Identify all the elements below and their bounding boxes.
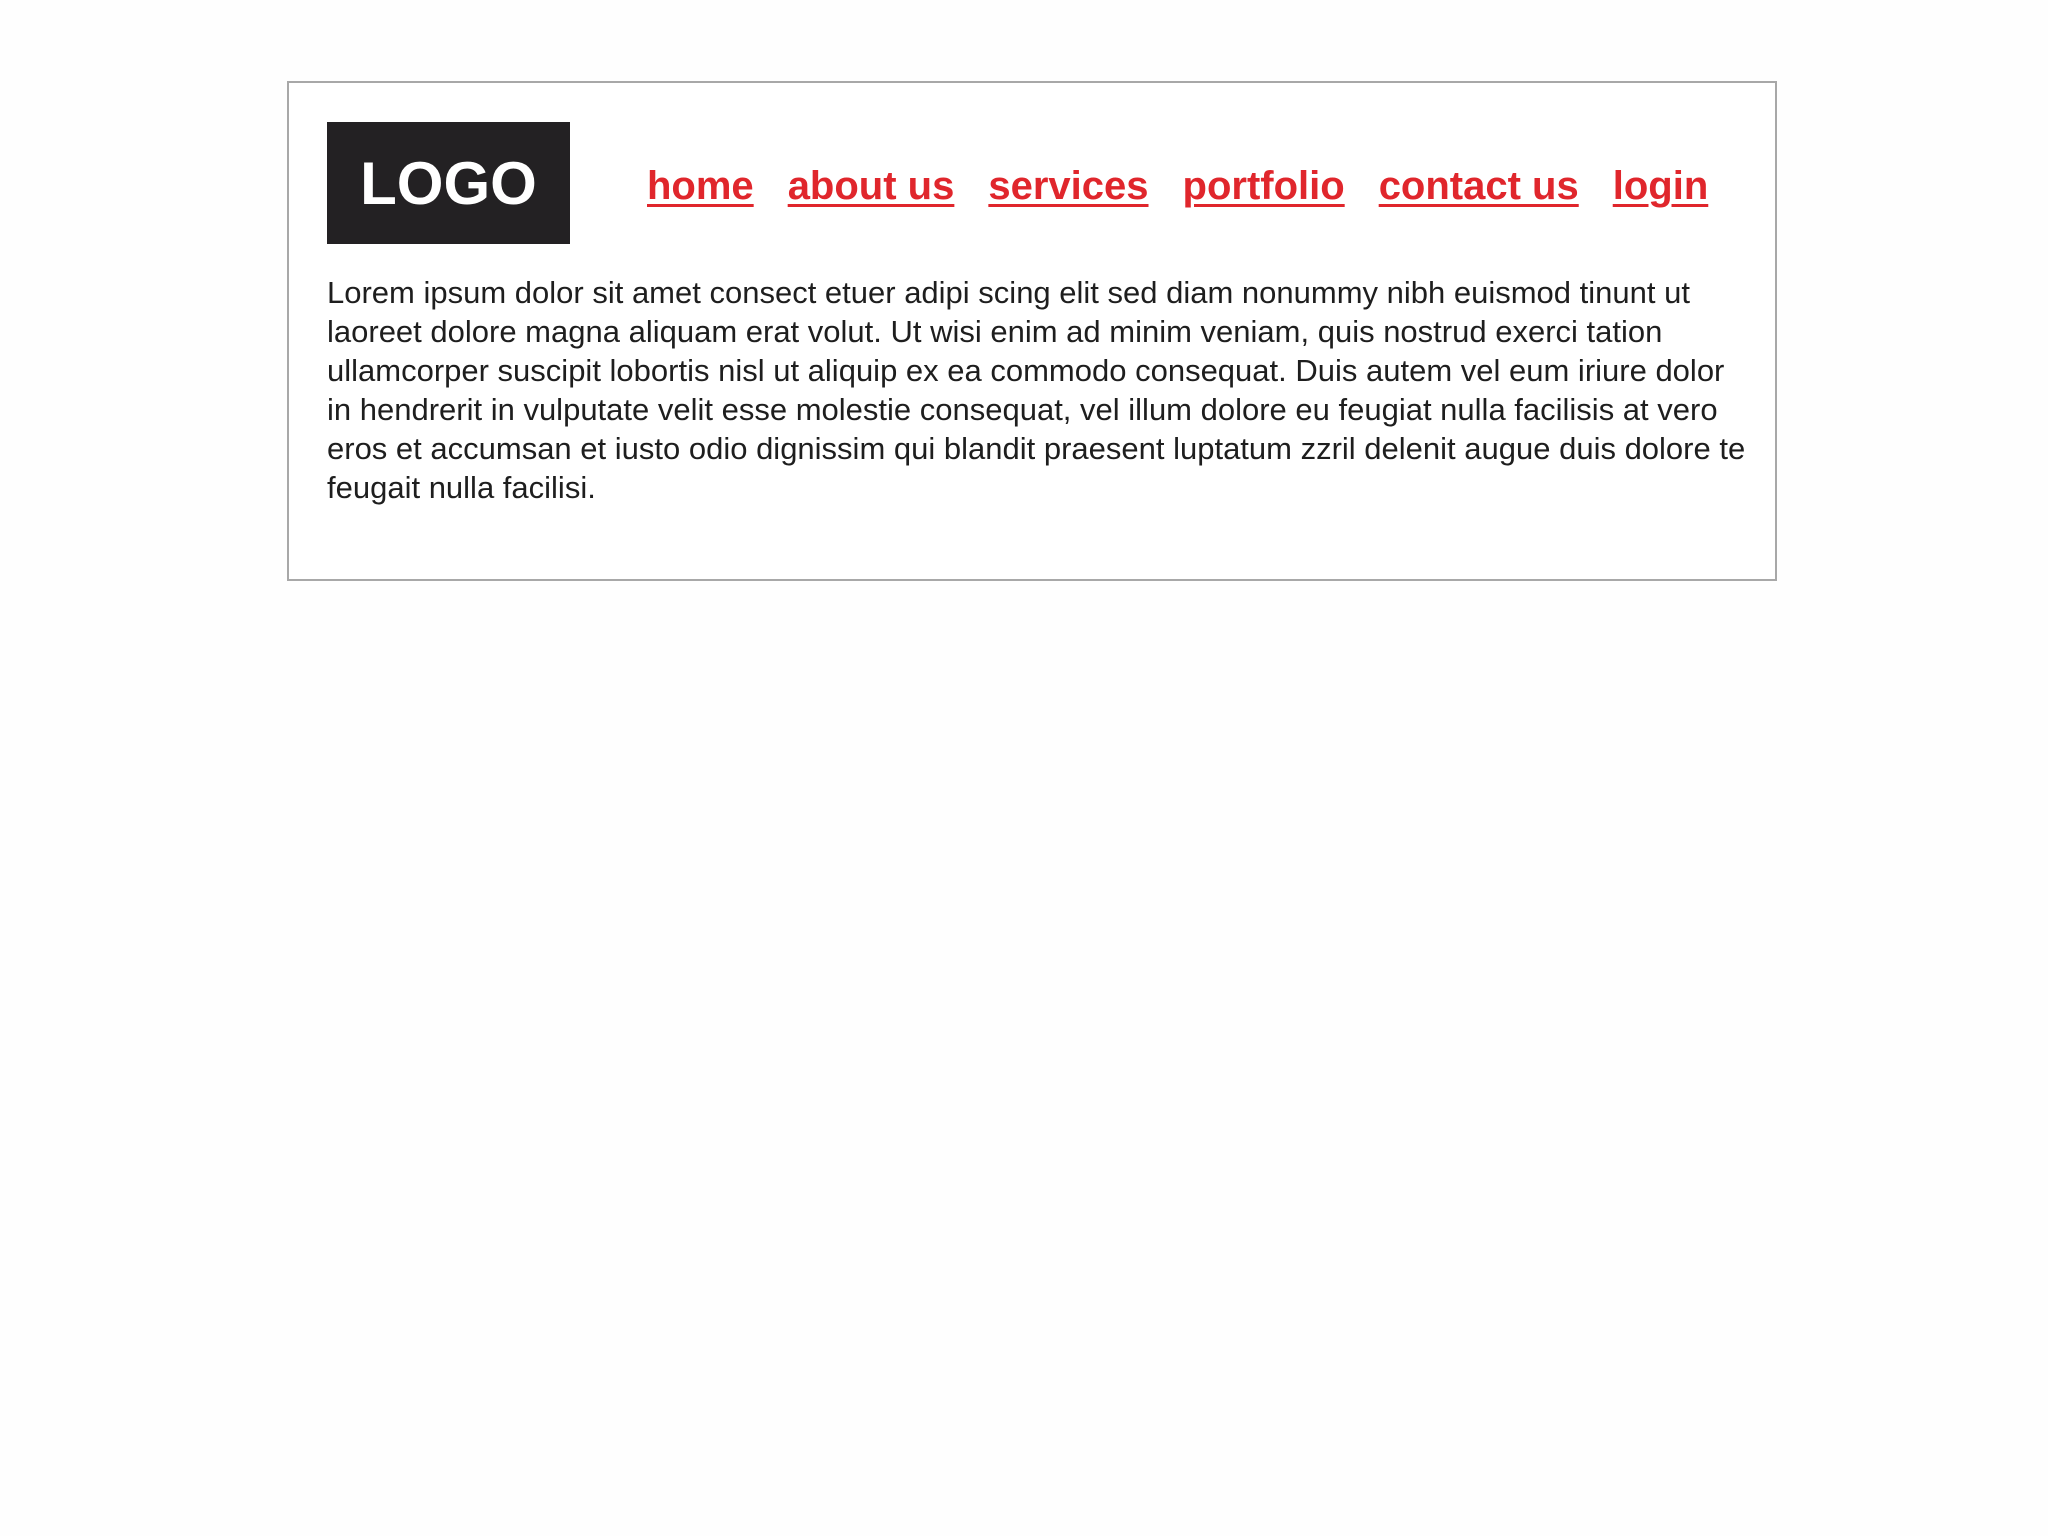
nav-link-home[interactable]: home — [647, 163, 754, 208]
logo[interactable] — [327, 122, 570, 244]
nav-link-portfolio[interactable]: portfolio — [1182, 163, 1345, 208]
nav-link-contact-us[interactable]: contact us — [1378, 163, 1579, 208]
logo-text: LOGO — [360, 149, 537, 217]
body-paragraph: Lorem ipsum dolor sit amet consect etuer adipi scing elit sed diam nonummy nibh euismod tinunt ut laoreet dolore magna aliquam erat volut. Ut wisi enim ad minim veniam, quis nostrud exerci tation ullamcorper suscipit lobortis nisl ut aliquip ex ea commodo consequat. Duis autem vel eum iriure dolor in hendrerit in vulputate velit esse molestie consequat, vel illum dolore eu feugiat nulla facilisis at vero eros et accumsan et iusto odio dignissim qui blandit praesent luptatum zzril delenit augue duis dolore te feugait nulla facilisi. — [327, 275, 1746, 505]
page-frame — [287, 81, 1777, 581]
nav-link-about-us[interactable]: about us — [787, 163, 955, 208]
nav-link-services[interactable]: services — [988, 163, 1149, 208]
nav-link-login[interactable]: login — [1612, 163, 1709, 208]
main-nav — [647, 156, 1708, 216]
